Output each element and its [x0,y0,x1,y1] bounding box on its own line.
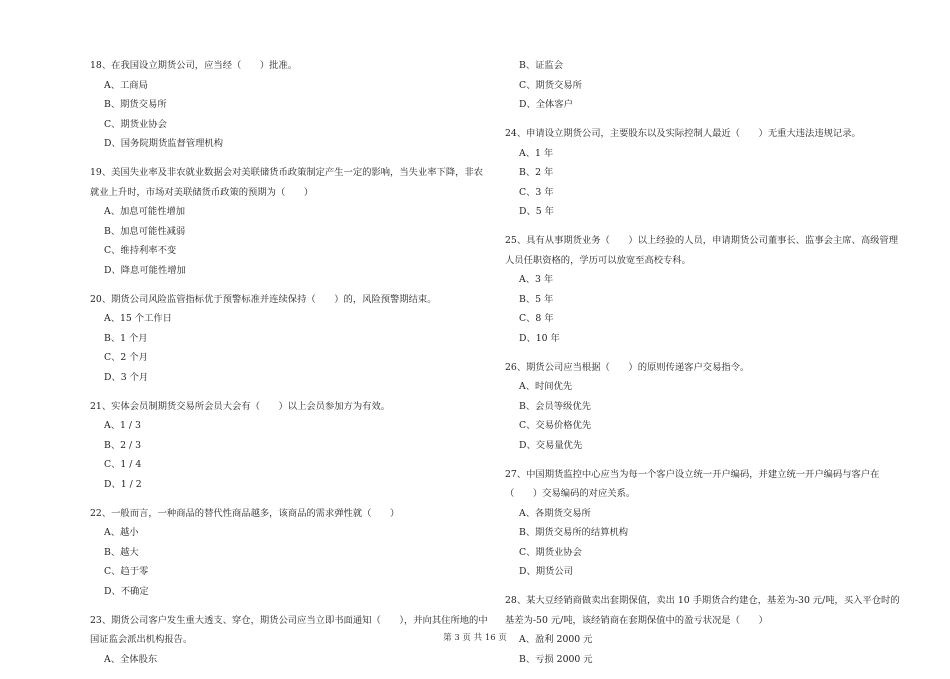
answer-option: A、时间优先 [519,381,573,392]
left-column [90,56,490,679]
answer-option: B、5 年 [519,293,554,305]
question-block [505,231,905,348]
answer-option: C、1 / 4 [104,459,142,470]
answer-option: B、2 年 [519,167,554,178]
answer-option: C、交易价格优先 [519,420,592,431]
question-block [505,358,905,456]
question-block [90,290,490,388]
answer-option: B、1 个月 [104,332,148,344]
question-stem: 19、美国失业率及非农就业数据会对美联储货币政策制定产生一定的影响，当失业率下降，非农就业上升时，市场对美联储货币政策的预期为（ ） [90,167,484,198]
answer-option: C、期货业协会 [104,118,167,130]
question-block [505,124,905,222]
answer-option: A、1 年 [519,147,554,159]
answer-option: D、不确定 [104,585,149,597]
answer-option: D、1 / 2 [104,478,142,490]
question-stem: 27、中国期货监控中心应当为每一个客户设立统一开户编码，并建立统一开户编码与客户在（ ）交易编码的对应关系。 [505,468,880,499]
answer-option: D、国务院期货监督管理机构 [104,138,224,149]
question-stem: 26、期货公司应当根据（ ）的原则传递客户交易指令。 [505,361,750,373]
answer-option: D、降息可能性增加 [104,264,186,276]
page-footer: 第 3 页 共 16 页 [443,633,507,643]
answer-option: D、5 年 [519,206,554,217]
question-stem: 28、某大豆经销商做卖出套期保值，卖出 10 手期货合约建仓，基差为-30 元/吨，买入平仓时的基差为-50 元/吨，该经销商在套期保值中的盈亏状况是（ ） [505,595,900,626]
answer-option: B、加息可能性减弱 [104,225,186,237]
question-stem: 21、实体会员制期货交易所会员大会有（ ）以上会员参加方为有效。 [90,400,391,412]
answer-option: D、全体客户 [519,99,573,110]
answer-option: C、维持利率不变 [104,245,177,256]
answer-option: C、8 年 [519,313,554,324]
question-stem: 18、在我国设立期货公司，应当经（ ）批准。 [90,60,298,71]
question-stem: 23、期货公司客户发生重大透支、穿仓，期货公司应当立即书面通知（ ），并向其住所地的中国证监会派出机构报告。 [90,614,488,645]
question-block [505,56,905,115]
right-column [505,56,905,679]
answer-option: A、全体股东 [104,653,158,665]
question-block [90,397,490,495]
question-block [90,56,490,154]
answer-option: C、趋于零 [104,566,149,577]
question-stem: 24、申请设立期货公司，主要股东以及实际控制人最近（ ）无重大违法违规记录。 [505,128,861,139]
answer-option: D、3 个月 [104,371,149,383]
answer-option: C、期货交易所 [519,79,582,91]
answer-option: D、期货公司 [519,566,573,577]
question-block [505,591,905,669]
question-block [90,163,490,280]
answer-option: B、会员等级优先 [519,400,591,412]
answer-option: B、越大 [104,546,139,558]
question-stem: 20、期货公司风险监管指标优于预警标准并连续保持（ ）的，风险预警期结束。 [90,293,437,305]
answer-option: B、证监会 [519,60,564,71]
answer-option: A、各期货交易所 [519,507,591,519]
answer-option: A、盈利 2000 元 [519,634,593,645]
question-stem: 22、一般而言，一种商品的替代性商品越多，该商品的需求弹性就（ ） [90,507,400,519]
question-block [90,504,490,602]
answer-option: B、期货交易所的结算机构 [519,527,629,538]
answer-option: D、10 年 [519,332,560,344]
answer-option: A、工商局 [104,79,148,91]
question-stem: 25、具有从事期货业务（ ）以上经验的人员，申请期货公司董事长、监事会主席、高级管理人员任职资格的，学历可以放宽至高校专科。 [505,235,899,266]
answer-option: B、2 / 3 [104,439,142,451]
answer-option: D、交易量优先 [519,439,583,451]
answer-option: A、越小 [104,527,139,538]
question-block [505,465,905,582]
answer-option: A、3 年 [519,274,554,285]
answer-option: B、亏损 2000 元 [519,653,593,665]
answer-option: A、加息可能性增加 [104,206,186,217]
answer-option: C、2 个月 [104,352,148,363]
answer-option: C、期货业协会 [519,546,582,558]
answer-option: A、15 个工作日 [104,313,172,324]
answer-option: A、1 / 3 [104,420,141,431]
answer-option: C、3 年 [519,186,554,198]
answer-option: B、期货交易所 [104,99,167,110]
